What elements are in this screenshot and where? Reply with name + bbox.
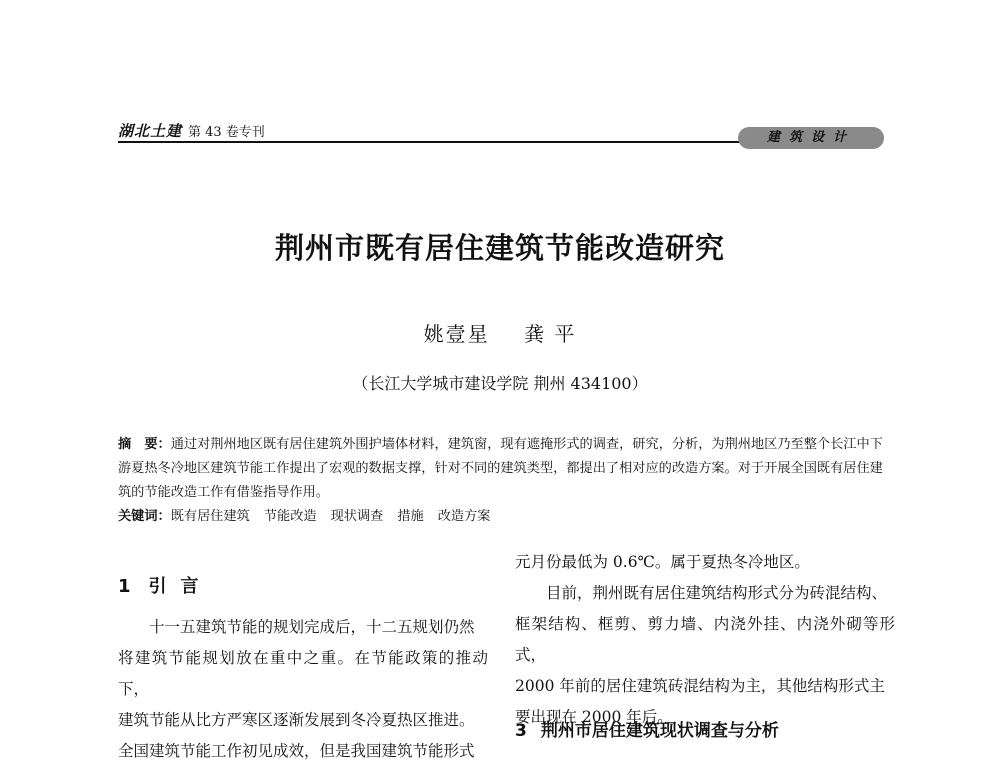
left-column-body <box>118 612 488 767</box>
section-heading <box>118 572 213 598</box>
body-line: 要出现在 2000 年后。 <box>515 708 673 726</box>
right-column-body <box>515 547 895 733</box>
body-line: 全国建筑节能工作初见成效，但是我国建筑节能形式 <box>118 742 475 760</box>
keyword: 节能改造 <box>263 509 317 524</box>
section-title: 荆州市居住建筑现状调查与分析 <box>540 721 779 741</box>
journal-name: 湖北土建 <box>118 122 183 140</box>
abstract-label: 摘 要： <box>118 437 171 452</box>
body-line: 建筑节能从比方严寒区逐渐发展到冬冷夏热区推进。 <box>118 711 475 729</box>
keyword: 既有居住建筑 <box>170 509 250 524</box>
section-badge: 建筑设计 <box>738 127 884 149</box>
journal-issue: 第 43 卷专刊 <box>188 125 265 140</box>
section-number: 1 <box>118 576 131 597</box>
abstract <box>118 433 888 505</box>
body-line: 2000 年前的居住建筑砖混结构为主，其他结构形式主 <box>515 677 885 695</box>
section-title: 引言 <box>148 576 213 597</box>
paper-title: 荆州市既有居住建筑节能改造研究 <box>274 231 725 265</box>
keyword: 改造方案 <box>437 509 491 524</box>
keyword: 现状调查 <box>330 509 384 524</box>
keywords <box>118 505 888 524</box>
author-name: 姚壹星 <box>423 322 490 346</box>
abstract-text: 通过对荆州地区既有居住建筑外围护墙体材料，建筑窗，现有遮掩形式的调查，研究，分析，为荆州地区乃至整个长江中下游夏热冬冷地区建筑节能工作提出了宏观的数据支撑，针对不同的建筑类型，都提出了相对应的改造方案。对于开展全国既有居住建筑的节能改造工作有借鉴指导作用。 <box>118 437 883 500</box>
body-line: 框架结构、框剪、剪力墙、内浇外挂、内浇外砌等形式， <box>515 615 895 664</box>
section-number: 3 <box>515 721 527 741</box>
keyword: 措施 <box>397 509 424 524</box>
body-line: 元月份最低为 0.6℃。属于夏热冬冷地区。 <box>515 553 810 571</box>
author-list <box>0 318 1000 347</box>
section-heading <box>515 716 779 741</box>
body-line: 目前，荆州既有居住建筑结构形式分为砖混结构、 <box>546 584 888 602</box>
body-line: 十一五建筑节能的规划完成后，十二五规划仍然 <box>149 618 475 636</box>
author-affiliation: （长江大学城市建设学院 荆州 434100） <box>352 374 648 393</box>
keywords-label: 关键词： <box>118 509 171 524</box>
body-line: 将建筑节能规划放在重中之重。在节能政策的推动下， <box>118 649 488 698</box>
author-name: 龚 平 <box>524 322 577 346</box>
